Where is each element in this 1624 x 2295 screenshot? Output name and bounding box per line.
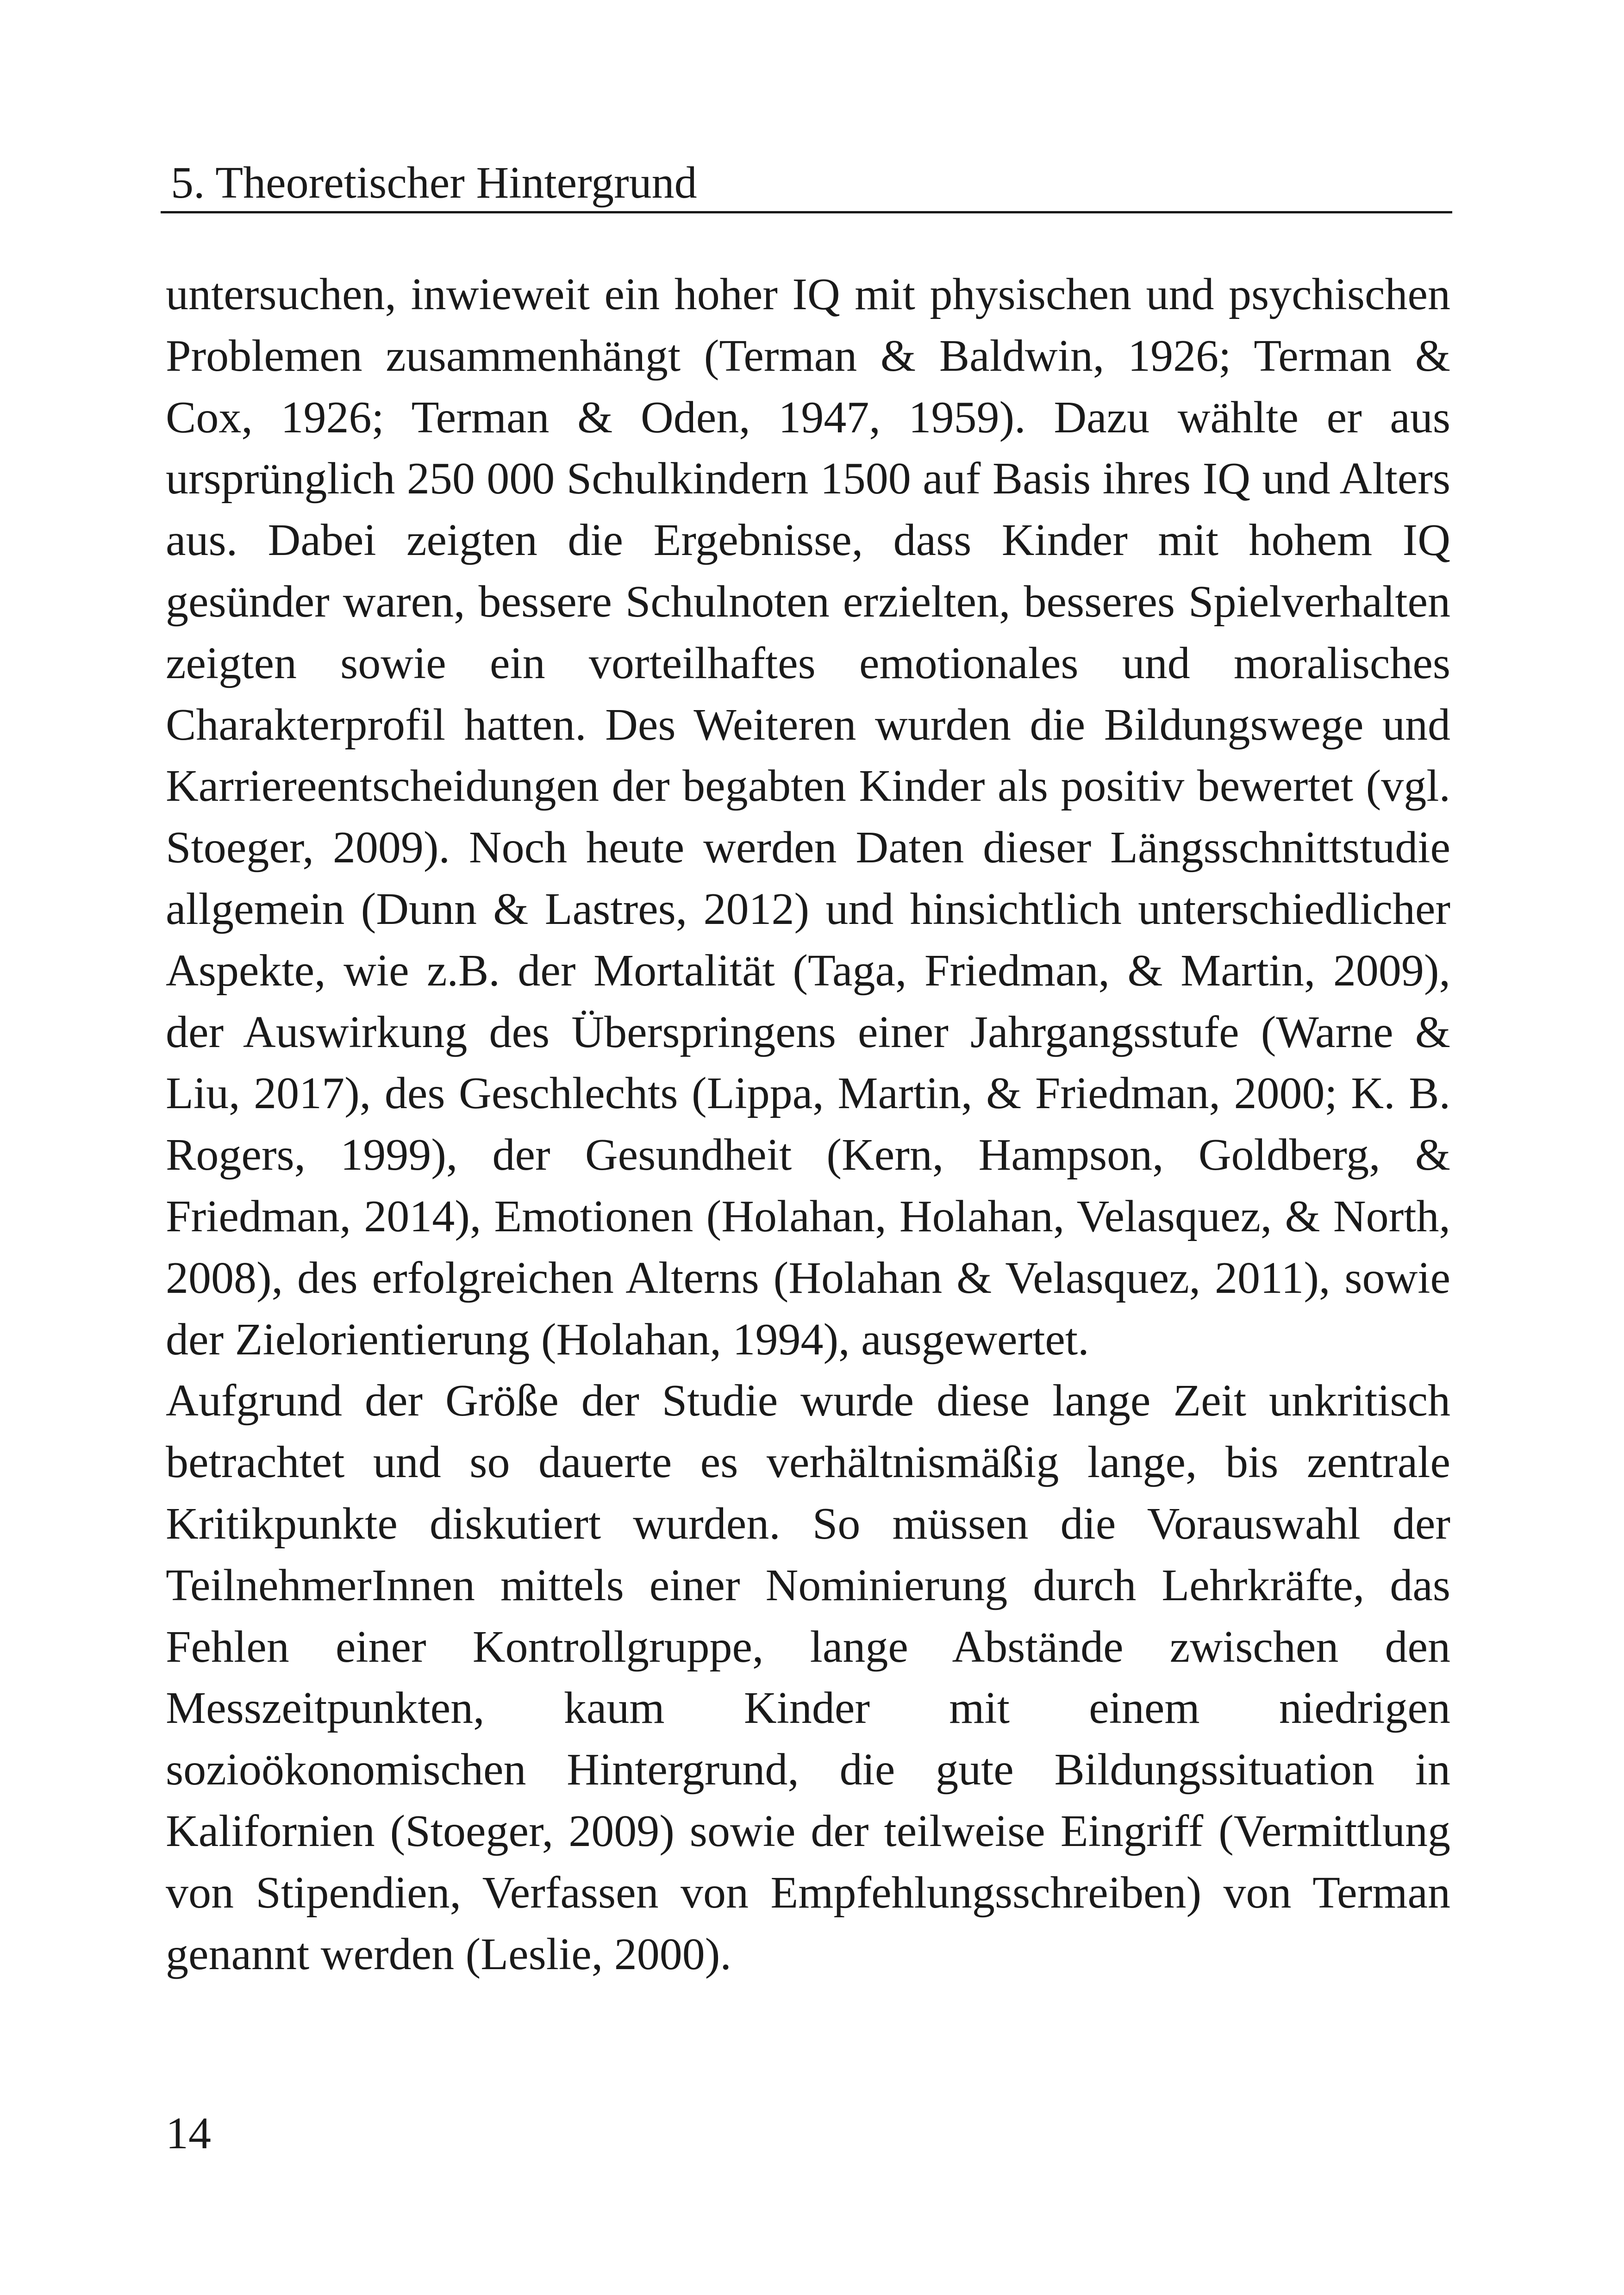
- paragraph: Aufgrund der Größe der Studie wurde diese lange Zeit unkritisch betrachtet und so dauerte es verhältnismäßig lange, bis zentrale Kritikpunkte diskutiert wurden. So müssen die Vorauswahl der TeilnehmerInnen mittels einer Nominierung durch Lehrkräfte, das Fehlen einer Kontrollgruppe, lange Abstände zwischen den Messzeitpunkten, kaum Kinder mit einem niedrigen sozioökonomischen Hintergrund, die gute Bildungssituation in Kalifornien (Stoeger, 2009) sowie der teilweise Eingriff (Vermittlung von Stipendien, Verfassen von Empfehlungsschreiben) von Terman genannt werden (Leslie, 2000).: [166, 1376, 1450, 1979]
- paragraph: untersuchen, inwieweit ein hoher IQ mit physischen und psychischen Problemen zusammenhängt (Terman & Baldwin, 1926; Terman & Cox, 1926; Terman & Oden, 1947, 1959). Dazu wählte er aus ursprünglich 250 000 Schulkindern 1500 auf Basis ihres IQ und Alters aus. Dabei zeigten die Ergebnisse, dass Kinder mit hohem IQ gesünder waren, bessere Schulnoten erzielten, besseres Spielverhalten zeigten sowie ein vorteilhaftes emotionales und moralisches Charakterprofil hatten. Des Weiteren wurden die Bildungswege und Karriereentscheidungen der begabten Kinder als positiv bewertet (vgl. Stoeger, 2009). Noch heute werden Daten dieser Längsschnittstudie allgemein (Dunn & Lastres, 2012) und hinsichtlich unterschiedlicher Aspekte, wie z.B. der Mortalität (Taga, Friedman, & Martin, 2009), der Auswirkung des Überspringens einer Jahrgangsstufe (Warne & Liu, 2017), des Geschlechts (Lippa, Martin, & Friedman, 2000; K. B. Rogers, 1999), der Gesundheit (Kern, Hampson, Goldberg, & Friedman, 2014), Emotionen (Holahan, Holahan, Velasquez, & North, 2008), des erfolgreichen Alterns (Holahan & Velasquez, 2011), sowie der Zielorientierung (Holahan, 1994), ausgewertet.: [166, 269, 1450, 1365]
- running-header: [161, 147, 1452, 213]
- chapter-title: 5. Theoretischer Hintergrund: [171, 158, 697, 208]
- body-text: [166, 264, 1450, 1985]
- page-number: 14: [166, 2108, 211, 2158]
